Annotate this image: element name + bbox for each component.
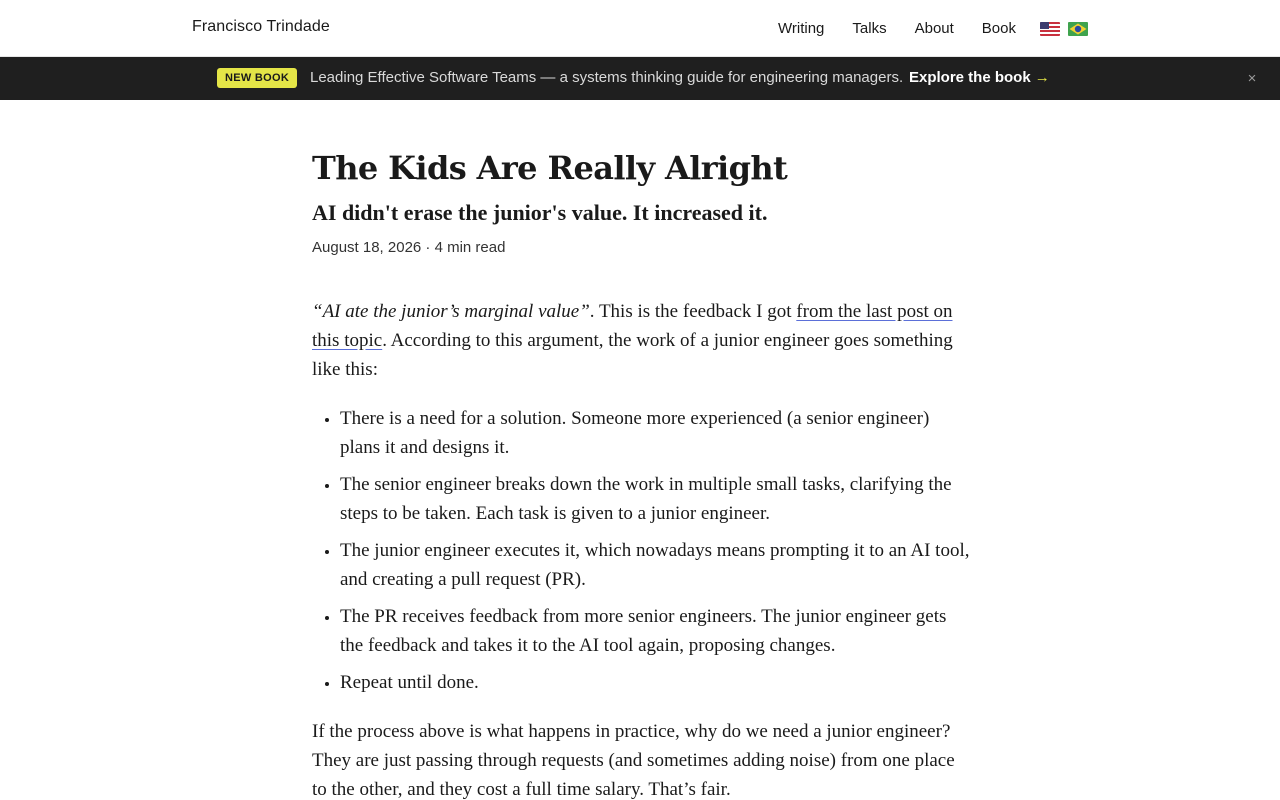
us-flag-icon[interactable] (1040, 22, 1060, 36)
list-item: • The junior engineer executes it, which nowadays means prompting it to an AI tool, and creating a pull request (PR). (340, 536, 972, 594)
nav-book[interactable]: Book (981, 20, 1016, 37)
post-subtitle: AI didn't erase the junior's value. It increased it. (312, 200, 768, 225)
site-header (0, 0, 1280, 57)
intro-paragraph (312, 297, 972, 384)
arrow-right-icon: → (1034, 69, 1050, 86)
site-title-link[interactable]: Francisco Trindade (192, 18, 330, 35)
banner-text: Leading Effective Software Teams — a systems thinking guide for engineering managers. (310, 69, 904, 86)
second-paragraph: If the process above is what happens in practice, why do we need a junior engineer? They are just passing through requests (and sometimes adding noise) from one place to the other, and they cost a full time salary. That’s fair. (312, 721, 955, 800)
brazil-flag-icon[interactable] (1068, 22, 1088, 36)
intro-text-2: . According to this argument, the work of a junior engineer goes something like this: (312, 330, 953, 380)
process-list (340, 404, 972, 697)
list-item: • The senior engineer breaks down the work in multiple small tasks, clarifying the steps to be taken. Each task is given to a junior engineer. (340, 470, 972, 528)
explore-book-link[interactable] (909, 69, 1050, 86)
intro-quote: “AI ate the junior’s marginal value” (312, 301, 590, 322)
article (312, 140, 972, 800)
explore-book-label: Explore the book (909, 69, 1031, 86)
main-nav (778, 20, 1088, 37)
post-meta: August 18, 2026 · 4 min read (312, 239, 506, 256)
close-icon[interactable]: × (1247, 70, 1257, 87)
new-book-badge: NEW BOOK (217, 68, 297, 88)
intro-text-1: . This is the feedback I got (589, 301, 797, 322)
language-switcher (1040, 22, 1088, 36)
list-item: • The PR receives feedback from more senior engineers. The junior engineer gets the feedback and takes it to the AI tool again, proposing changes. (340, 602, 972, 660)
nav-about[interactable]: About (914, 20, 954, 37)
book-announcement-banner (0, 57, 1280, 100)
nav-talks[interactable]: Talks (852, 20, 887, 37)
post-content (312, 297, 972, 800)
last-post-link[interactable]: from the last post on this topic (312, 301, 953, 351)
nav-writing[interactable]: Writing (778, 20, 825, 37)
post-title: The Kids Are Really Alright (312, 149, 788, 187)
list-item: • Repeat until done. (340, 668, 972, 697)
list-item: • There is a need for a solution. Someone more experienced (a senior engineer) plans it and designs it. (340, 404, 972, 462)
